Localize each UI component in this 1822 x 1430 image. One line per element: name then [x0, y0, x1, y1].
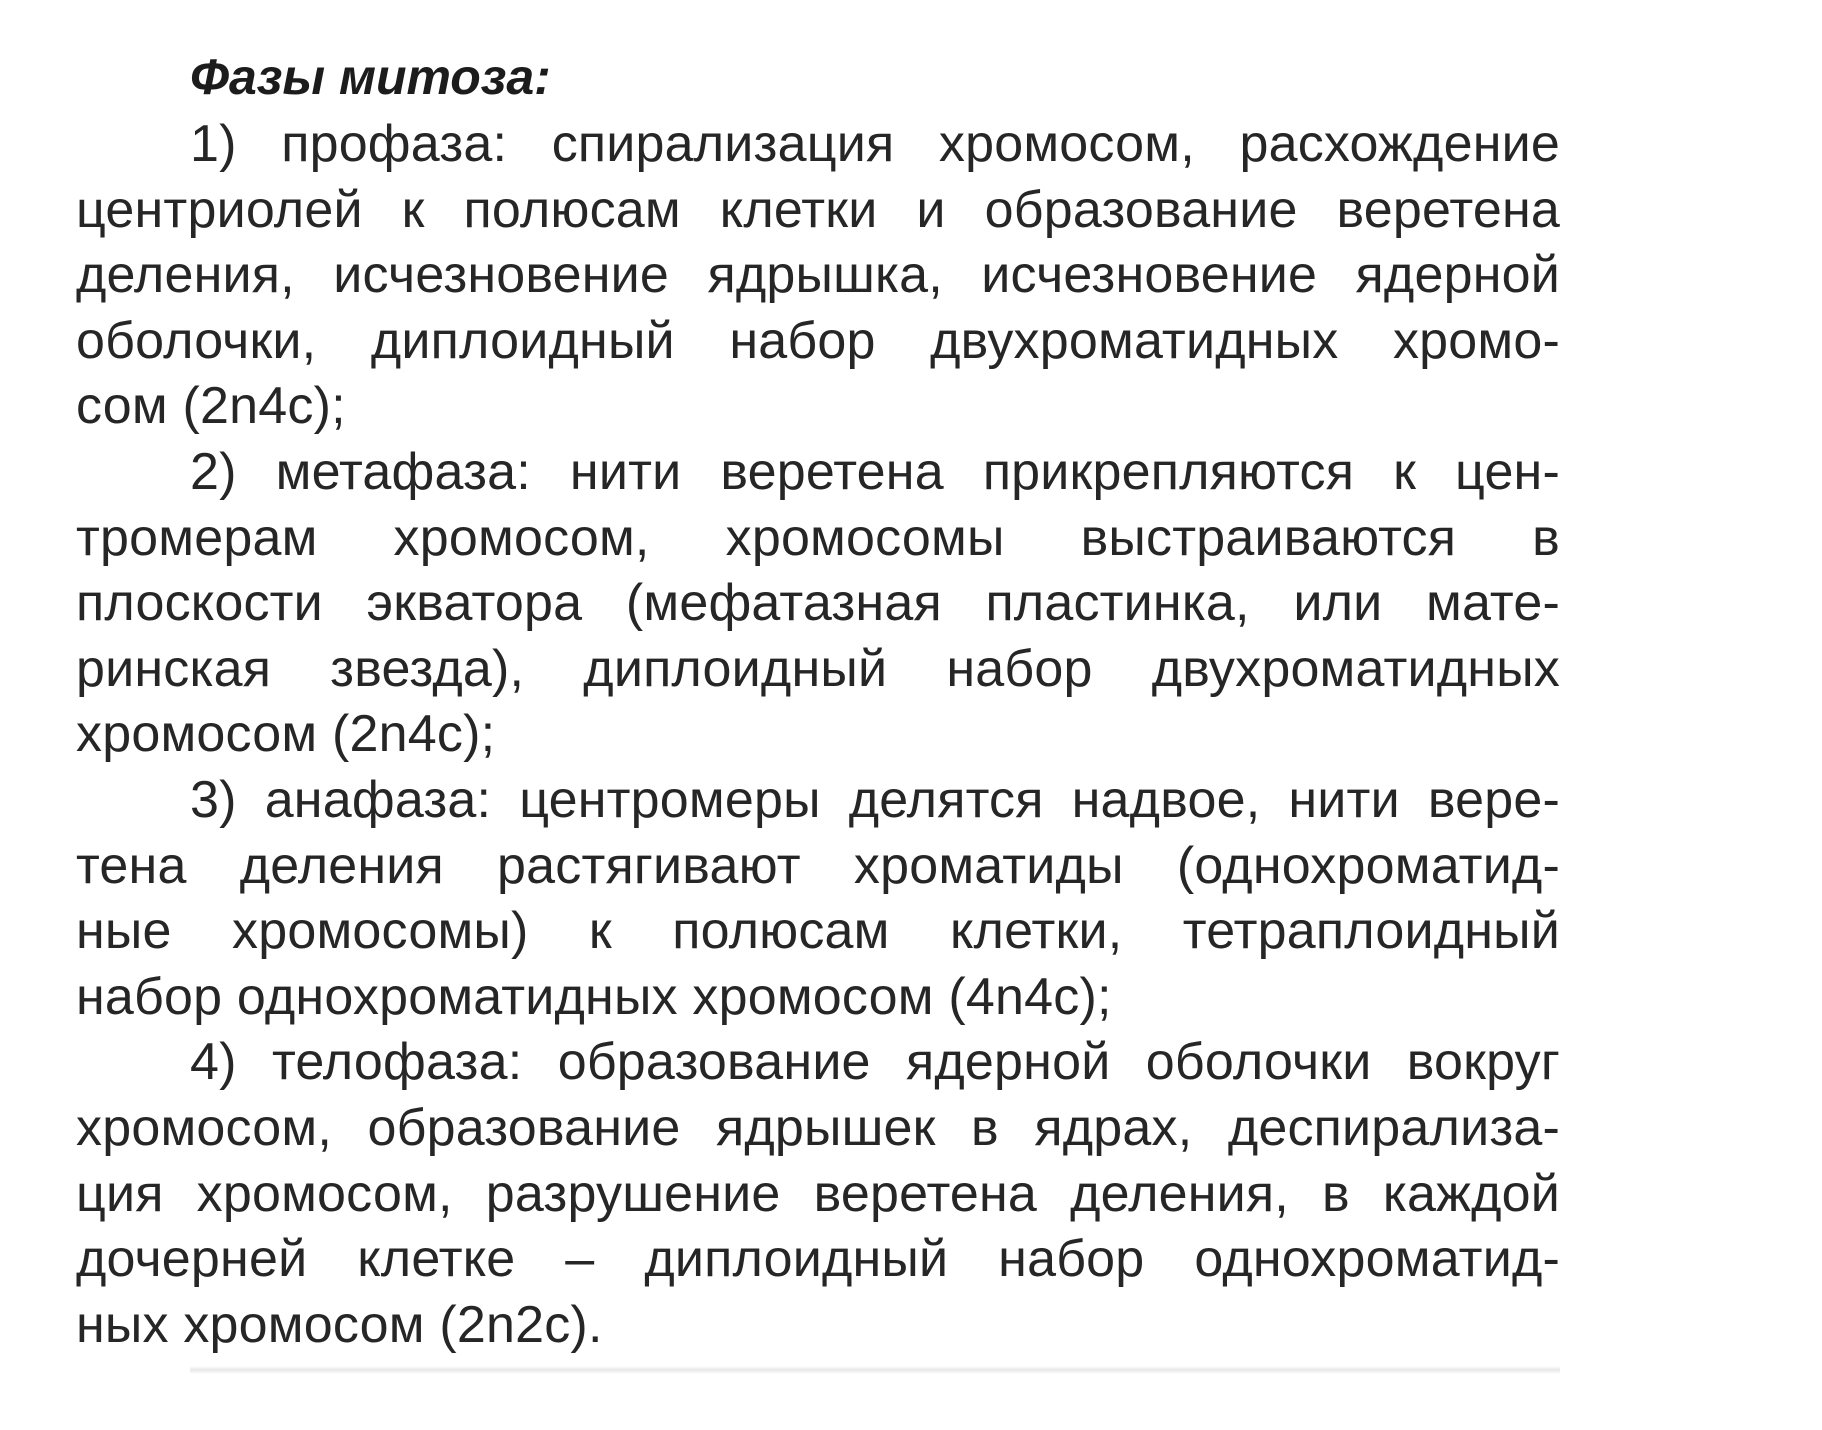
text-line: 3) анафаза: центромеры делятся надвое, нити вере-	[190, 770, 1560, 829]
text-line: тромерам хромосом, хромосомы выстраиваются в	[76, 508, 1560, 567]
text-line: тена деления растягивают хроматиды (однохроматид-	[76, 836, 1560, 895]
text-line: деления, исчезновение ядрышка, исчезновение ядерной	[76, 246, 1560, 305]
text-line: 1) профаза: спирализация хромосом, расхождение	[190, 115, 1560, 173]
text-line: хромосом, образование ядрышек в ядрах, деспирализа-	[76, 1098, 1560, 1157]
text-block	[76, 42, 1560, 1358]
text-line: ные хромосомы) к полюсам клетки, тетраплоидный	[76, 902, 1560, 961]
text-line: ринская звезда), диплоидный набор двухроматидных	[76, 639, 1560, 698]
text-line: ция хромосом, разрушение веретена деления, в каждой	[76, 1164, 1560, 1223]
text-line: набор однохроматидных хромосом (4n4c);	[76, 967, 1112, 1026]
text-line: плоскости экватора (мефатазная пластинка, или мате-	[76, 574, 1560, 633]
text-line: оболочки, диплоидный набор двухроматидных хромо-	[76, 311, 1560, 370]
heading: Фазы митоза:	[190, 49, 551, 105]
paragraph-lines	[76, 112, 1560, 1358]
text-line: хромосом (2n4c);	[76, 705, 496, 764]
text-line: ных хромосом (2n2c).	[76, 1295, 603, 1354]
text-line: 2) метафаза: нити веретена прикрепляются к цен-	[190, 442, 1560, 501]
text-line: сом (2n4c);	[76, 377, 346, 436]
text-line: центриолей к полюсам клетки и образование веретена	[76, 180, 1560, 239]
cut-off-next-line	[190, 1366, 1560, 1374]
text-line: дочерней клетке – диплоидный набор однохроматид-	[76, 1230, 1560, 1289]
text-line: 4) телофаза: образование ядерной оболочки вокруг	[190, 1033, 1560, 1092]
